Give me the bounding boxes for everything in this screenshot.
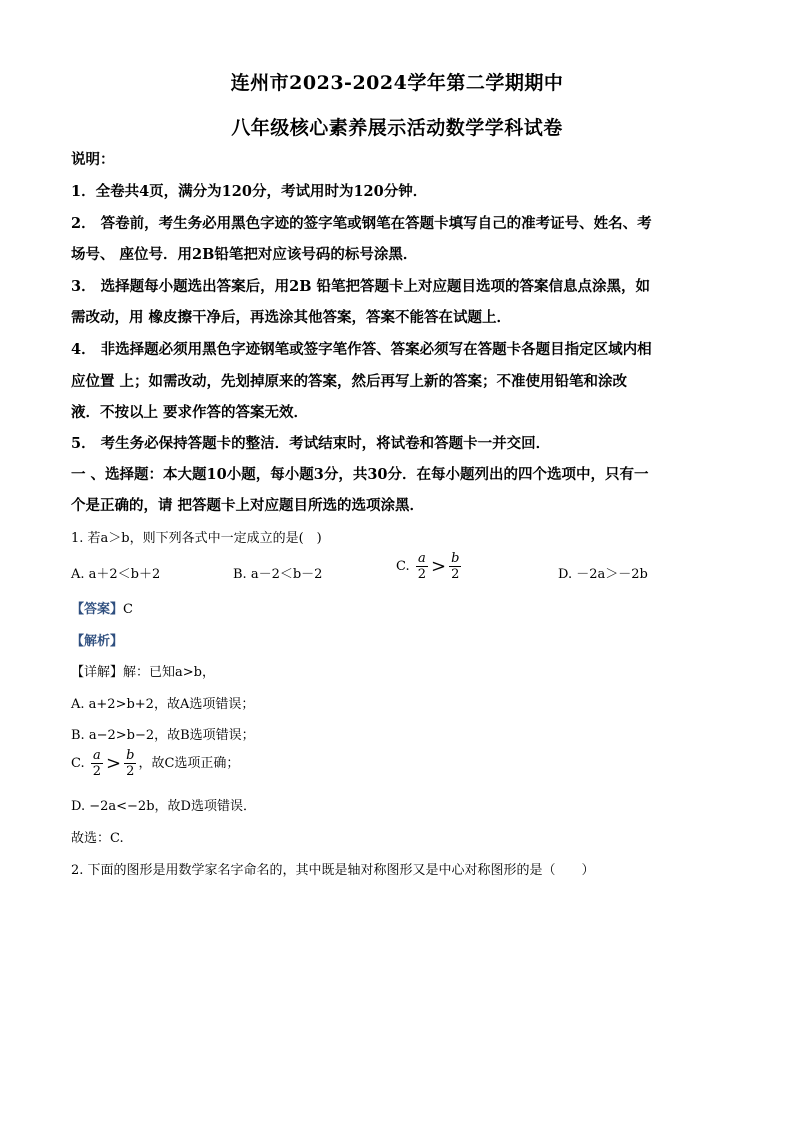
instruction-2-cont: 场号、 座位号．用2B铅笔把对应该号码的标号涂黑． [71, 246, 418, 263]
q1-choice: 故选：C. [71, 831, 124, 846]
solution-c-label: C. [71, 756, 85, 771]
answer-tag: 【答案】 [71, 602, 124, 617]
instruction-3: 3． 选择题每小题选出答案后，用2B 铅笔把答题卡上对应题目选项的答案信息点涂黑，如 [71, 278, 651, 295]
section-1-heading-cont: 个是正确的，请 把答题卡上对应题目所选的选项涂黑． [71, 497, 425, 514]
detail-text: 解：已知a>b， [123, 665, 215, 680]
instruction-4: 4． 非选择题必须用黑色字迹钢笔或签字笔作答、答案必须写在答题卡各题目指定区域内相 [71, 341, 652, 358]
solution-c-frac-a [91, 748, 103, 779]
frac-numerator: a [93, 748, 101, 763]
title-line-2: 八年级核心素养展示活动数学学科试卷 [231, 117, 563, 139]
instruction-1: 1．全卷共4页，满分为120分，考试用时为120分钟． [71, 183, 428, 200]
frac-denominator: 2 [126, 764, 135, 779]
frac-denominator: 2 [451, 567, 460, 582]
q1-option-c [396, 551, 463, 582]
instruction-5: 5． 考生务必保持答题卡的整洁．考试结束时，将试卷和答题卡一并交回． [71, 435, 551, 452]
q1-option-c-label: C. [396, 559, 410, 574]
instruction-2: 2． 答卷前，考生务必用黑色字迹的签字笔或钢笔在答题卡填写自己的准考证号、姓名、考 [71, 215, 652, 232]
q1-option-b: B. a－2＜b－2 [233, 567, 323, 582]
frac-denominator: 2 [417, 567, 427, 582]
frac-denominator: 2 [92, 764, 102, 779]
frac-numerator: b [126, 748, 135, 763]
section-1-heading: 一 、选择题：本大题10小题，每小题3分，共30分．在每小题列出的四个选项中，只有一 [71, 466, 649, 483]
solution-c-frac-b [124, 748, 136, 779]
answer-value: C [123, 602, 133, 617]
q1-option-a: A. a＋2＜b＋2 [71, 567, 161, 582]
analysis-tag: 【解析】 [71, 634, 124, 649]
instruction-4-cont2: 液．不按以上 要求作答的答案无效． [71, 404, 309, 421]
frac-numerator: a [418, 551, 426, 566]
frac-numerator: b [451, 551, 460, 566]
q1-option-c-frac-a [416, 551, 428, 582]
q1-solution-a: A. a+2>b+2，故A选项错误； [71, 697, 255, 712]
q1-detail [71, 661, 215, 680]
q1-solution-b: B. a−2>b−2，故B选项错误； [71, 728, 255, 743]
instruction-4-cont: 应位置 上；如需改动，先划掉原来的答案，然后再写上新的答案；不准使用铅笔和涂改 [71, 373, 628, 390]
instructions-heading: 说明： [71, 151, 115, 168]
q1-stem: 1. 若a＞b，则下列各式中一定成立的是( ) [71, 531, 322, 546]
gt-sign: > [106, 753, 122, 774]
q1-analysis [71, 630, 123, 649]
q1-solution-d: D. −2a<−2b，故D选项错误． [71, 799, 256, 814]
q2-stem: 2. 下面的图形是用数学家名字命名的，其中既是轴对称图形又是中心对称图形的是（ ） [71, 863, 595, 878]
q1-option-c-frac-b [449, 551, 461, 582]
gt-sign: > [431, 556, 447, 577]
instruction-3-cont: 需改动，用 橡皮擦干净后，再选涂其他答案，答案不能答在试题上． [71, 309, 512, 326]
q1-answer [71, 598, 133, 617]
detail-tag: 【详解】 [71, 665, 124, 680]
q1-solution-c [71, 748, 239, 779]
solution-c-tail: ，故C选项正确； [138, 756, 240, 771]
title-line-1: 连州市2023-2024学年第二学期期中 [230, 72, 564, 94]
q1-option-d: D. －2a＞－2b [558, 567, 648, 582]
